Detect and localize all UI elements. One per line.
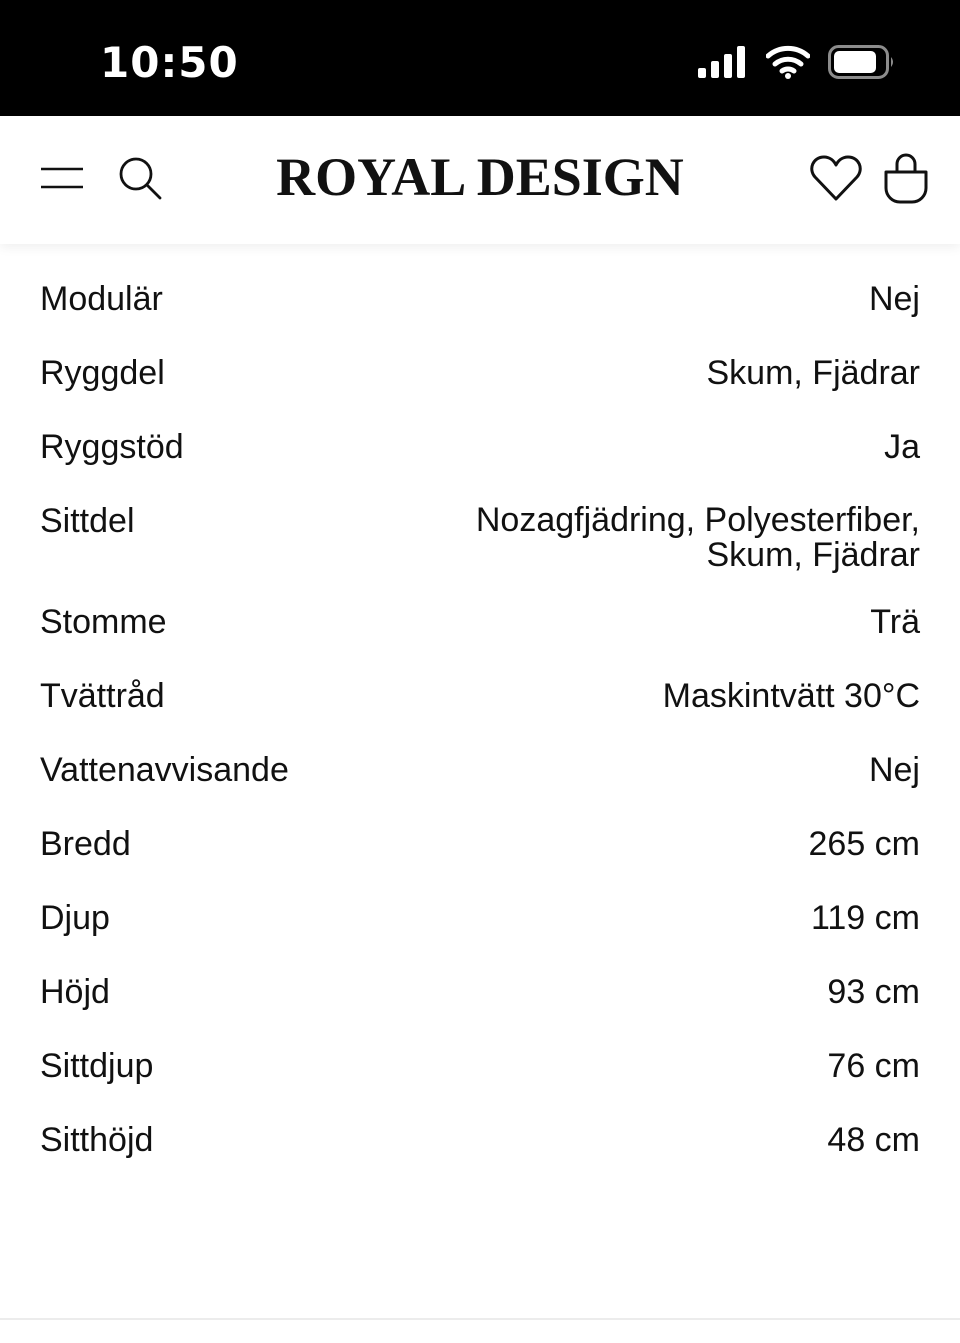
battery-icon <box>828 45 896 84</box>
spec-value: Nej <box>868 751 920 789</box>
spec-value: Nej <box>868 280 920 318</box>
spec-label: Sittdjup <box>40 1047 154 1085</box>
status-icons <box>698 44 896 84</box>
spec-label: Ryggdel <box>40 354 165 392</box>
spec-label: Vattenavvisande <box>40 751 289 789</box>
spec-value: Trä <box>870 603 920 641</box>
spec-row <box>40 807 920 881</box>
product-specifications <box>40 262 920 1177</box>
spec-label: Stomme <box>40 603 167 641</box>
bag-icon <box>882 152 930 209</box>
spec-label: Djup <box>40 899 110 937</box>
wishlist-button[interactable] <box>806 152 866 208</box>
spec-value: Nozagfjädring, Polyesterfiber, Skum, Fjädrar <box>475 501 920 574</box>
spec-value: 48 cm <box>827 1121 920 1159</box>
spec-label: Sittdel <box>40 502 135 540</box>
spec-row <box>40 262 920 336</box>
spec-row <box>40 585 920 659</box>
spec-row <box>40 955 920 1029</box>
spec-row <box>40 659 920 733</box>
spec-row <box>40 733 920 807</box>
cart-button[interactable] <box>878 150 934 210</box>
spec-row <box>40 1103 920 1177</box>
spec-value: Maskintvätt 30°C <box>662 677 920 715</box>
status-bar <box>0 0 960 116</box>
spec-label: Tvättråd <box>40 677 165 715</box>
brand-logo[interactable]: ROYAL DESIGN <box>276 147 684 207</box>
spec-value: 265 cm <box>808 825 920 863</box>
bottom-divider <box>0 1318 960 1320</box>
spec-label: Sitthöjd <box>40 1121 154 1159</box>
spec-value: 119 cm <box>811 899 920 937</box>
spec-row <box>40 1029 920 1103</box>
spec-value: Ja <box>884 428 920 466</box>
spec-label: Modulär <box>40 280 163 318</box>
spec-row <box>40 336 920 410</box>
spec-value: Skum, Fjädrar <box>706 354 920 392</box>
cellular-signal-icon <box>698 46 748 83</box>
spec-value: 76 cm <box>827 1047 920 1085</box>
spec-label: Höjd <box>40 973 110 1011</box>
wifi-icon <box>766 45 810 84</box>
spec-row <box>40 410 920 484</box>
spec-row <box>40 881 920 955</box>
status-time: 10:50 <box>100 38 239 87</box>
spec-label: Bredd <box>40 825 131 863</box>
spec-row <box>40 484 920 585</box>
site-header <box>0 116 960 244</box>
spec-value: 93 cm <box>827 973 920 1011</box>
heart-icon <box>810 154 862 207</box>
spec-label: Ryggstöd <box>40 428 184 466</box>
